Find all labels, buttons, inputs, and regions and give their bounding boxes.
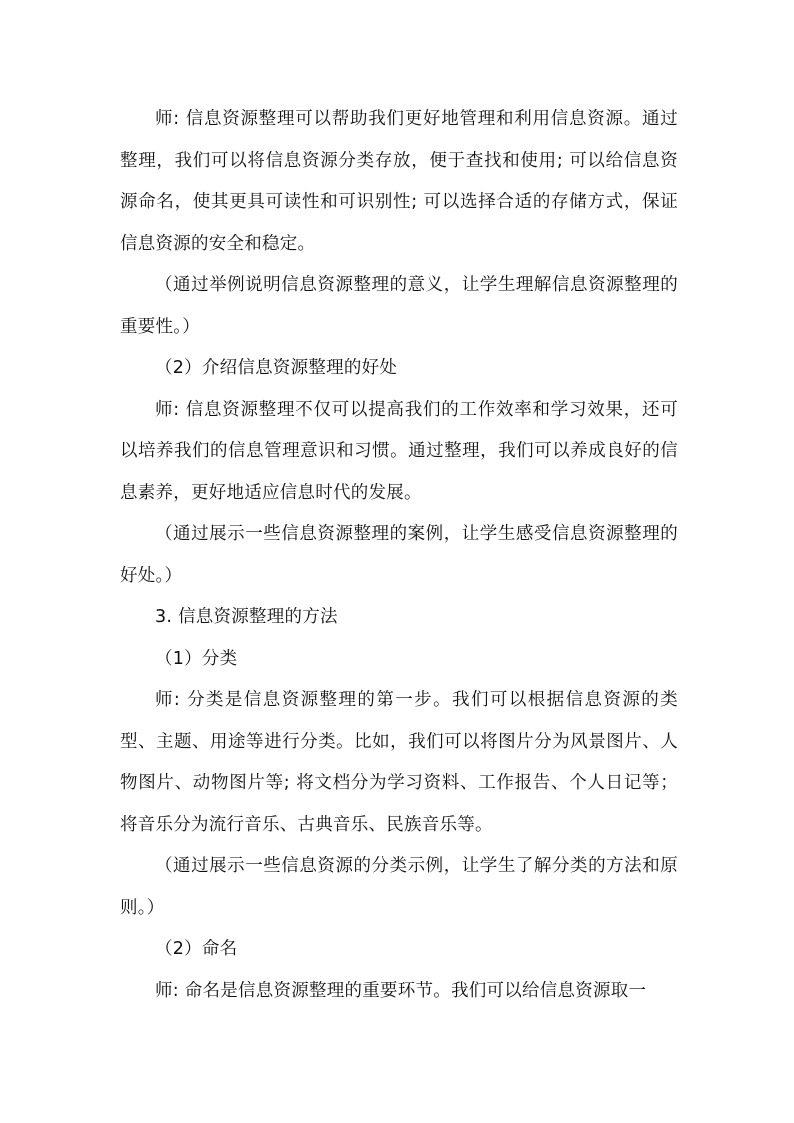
paragraph-naming: 师: 命名是信息资源整理的重要环节。我们可以给信息资源取一 <box>155 980 647 1001</box>
paragraph-purpose: 师: 信息资源整理可以帮助我们更好地管理和利用信息资源。通过整理，我们可以将信息资源分类存放，便于查找和使用; 可以给信息资源命名，使其更具可读性和可识别性; 可以选择合适的存储方式，保证信息资源的安全和稳定。 <box>120 109 678 254</box>
heading-benefits: （2）介绍信息资源整理的好处 <box>155 358 398 378</box>
paragraph-classification-note: （通过展示一些信息资源的分类示例，让学生了解分类的方法和原则。） <box>120 856 678 918</box>
paragraph-benefits: 师: 信息资源整理不仅可以提高我们的工作效率和学习效果，还可以培养我们的信息管理意识和习惯。通过整理，我们可以养成良好的信息素养，更好地适应信息时代的发展。 <box>120 399 678 503</box>
heading-methods: 3. 信息资源整理的方法 <box>155 607 338 627</box>
paragraph-purpose-note: （通过举例说明信息资源整理的意义，让学生理解信息资源整理的重要性。） <box>120 275 678 337</box>
heading-naming: （2）命名 <box>155 939 238 959</box>
paragraph-benefits-note: （通过展示一些信息资源整理的案例，让学生感受信息资源整理的好处。） <box>120 524 678 586</box>
paragraph-classification: 师: 分类是信息资源整理的第一步。我们可以根据信息资源的类型、主题、用途等进行分类。比如，我们可以将图片分为风景图片、人物图片、动物图片等; 将文档分为学习资料、工作报告、个人日记等；将音乐分为流行音乐、古典音乐、民族音乐等。 <box>120 690 678 835</box>
document-page <box>120 99 678 1012</box>
heading-classification: （1）分类 <box>155 648 238 669</box>
